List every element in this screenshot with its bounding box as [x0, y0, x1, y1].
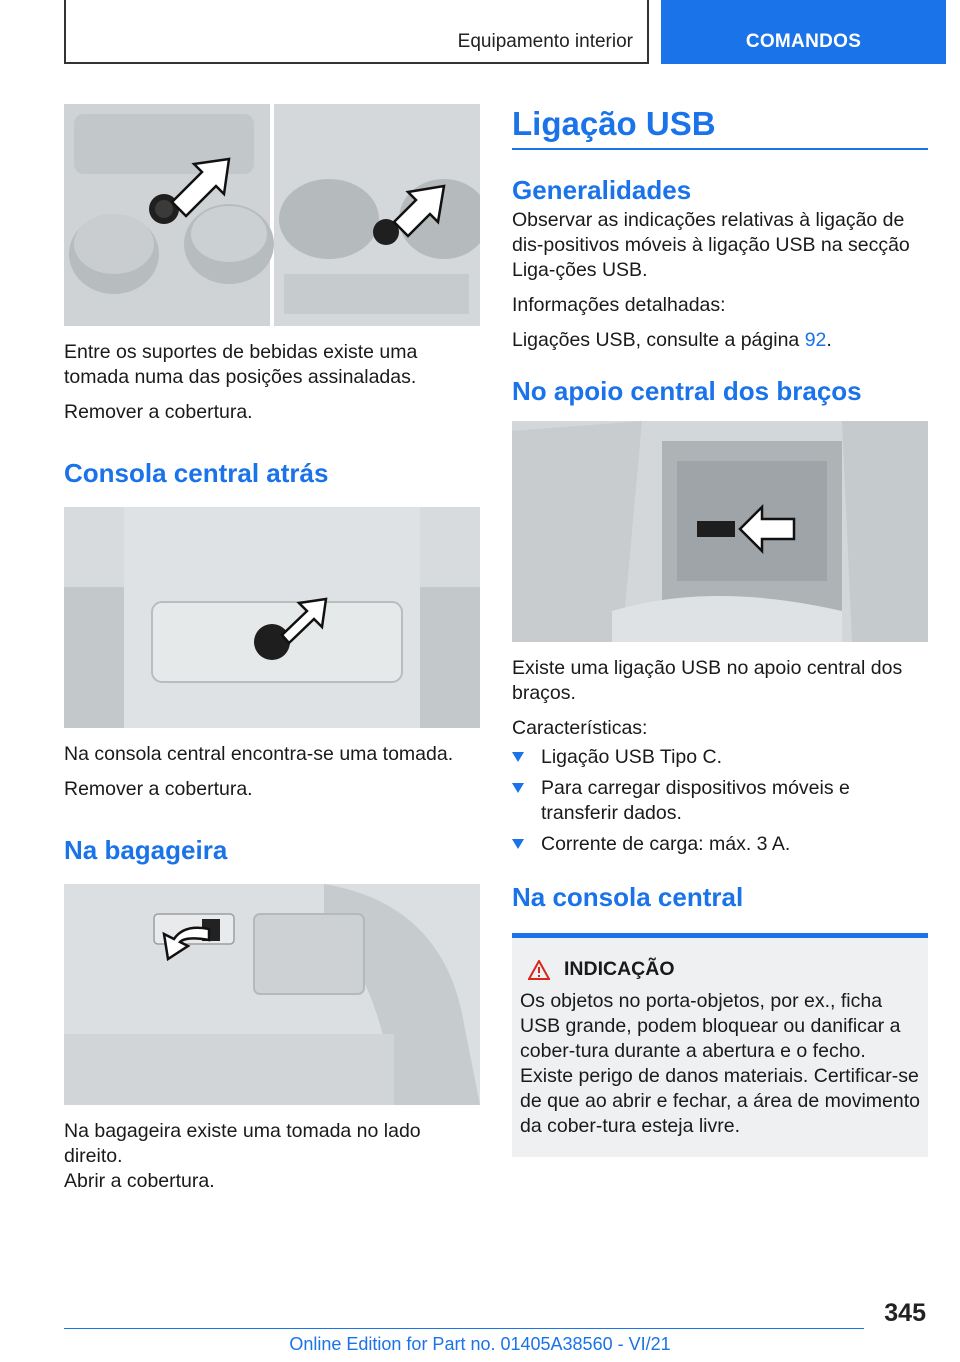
notice-body: Os objetos no porta-objetos, por ex., ficha USB grande, podem bloquear ou danificar a cober-tura durante a abertura e o fecho. Existe perigo de danos materiais. Certificar-se de que ao abrir e fechar, a área de movimento da cober-tura esteja livre. — [520, 990, 920, 1137]
details-reference — [512, 328, 928, 353]
features-list — [512, 745, 928, 857]
rear-console-heading: Consola central atrás — [64, 458, 329, 488]
details-label: Informações detalhadas: — [512, 294, 726, 316]
edition-footer: Online Edition for Part no. 01405A38560 - VI/21 — [289, 1334, 671, 1354]
cupholder-remove-cover: Remover a cobertura. — [64, 401, 253, 423]
header-chapter-box — [64, 0, 649, 64]
feature-item — [512, 745, 928, 770]
feature-text: Ligação USB Tipo C. — [541, 746, 723, 768]
bullet-triangle-icon — [512, 752, 524, 762]
rear-console-remove-cover: Remover a cobertura. — [64, 778, 253, 800]
details-ref-suffix: . — [826, 329, 832, 351]
feature-text: Corrente de carga: máx. 3 A. — [541, 833, 791, 855]
page-link[interactable]: 92 — [804, 329, 827, 351]
armrest-illustration — [512, 421, 928, 642]
notice-header — [520, 958, 920, 981]
rear-console-illustration — [64, 507, 480, 728]
feature-item — [512, 832, 928, 857]
notice-box — [512, 933, 928, 1157]
trunk-photo — [64, 884, 480, 1105]
feature-item — [512, 776, 928, 826]
general-text: Observar as indicações relativas à ligação de dis-positivos móveis à ligação USB na secção Liga-ções USB. — [512, 209, 910, 281]
left-column — [64, 104, 480, 1204]
chapter-title: Equipamento interior — [457, 31, 633, 52]
notice-title: INDICAÇÃO — [564, 958, 675, 980]
warning-icon — [528, 960, 550, 980]
armrest-heading: No apoio central dos braços — [512, 376, 862, 406]
center-console-heading: Na consola central — [512, 882, 744, 912]
page-number: 345 — [884, 1299, 926, 1327]
cupholder-caption: Entre os suportes de bebidas existe uma tomada numa das posições assinaladas. — [64, 341, 418, 388]
section-title: COMANDOS — [745, 31, 862, 52]
header-section-tab[interactable] — [661, 0, 946, 64]
general-heading: Generalidades — [512, 175, 692, 205]
trunk-open-cover: Abrir a cobertura. — [64, 1170, 215, 1192]
footer-rule — [64, 1328, 864, 1329]
cupholder-photo — [64, 104, 480, 326]
features-label: Características: — [512, 717, 648, 739]
usb-title: Ligação USB — [512, 105, 716, 142]
trunk-caption: Na bagageira existe uma tomada no lado direito. — [64, 1120, 421, 1167]
details-ref-prefix: Ligações USB, consulte a página — [512, 329, 805, 351]
armrest-caption: Existe uma ligação USB no apoio central dos braços. — [512, 657, 903, 704]
rear-console-photo — [64, 507, 480, 728]
right-column — [512, 104, 928, 1157]
armrest-photo — [512, 421, 928, 642]
rear-console-caption: Na consola central encontra-se uma tomada. — [64, 743, 454, 765]
bullet-triangle-icon — [512, 839, 524, 849]
cupholder-illustration — [64, 104, 480, 326]
trunk-illustration — [64, 884, 480, 1105]
feature-text: Para carregar dispositivos móveis e transferir dados. — [541, 777, 850, 824]
trunk-heading: Na bagageira — [64, 835, 228, 865]
bullet-triangle-icon — [512, 783, 524, 793]
